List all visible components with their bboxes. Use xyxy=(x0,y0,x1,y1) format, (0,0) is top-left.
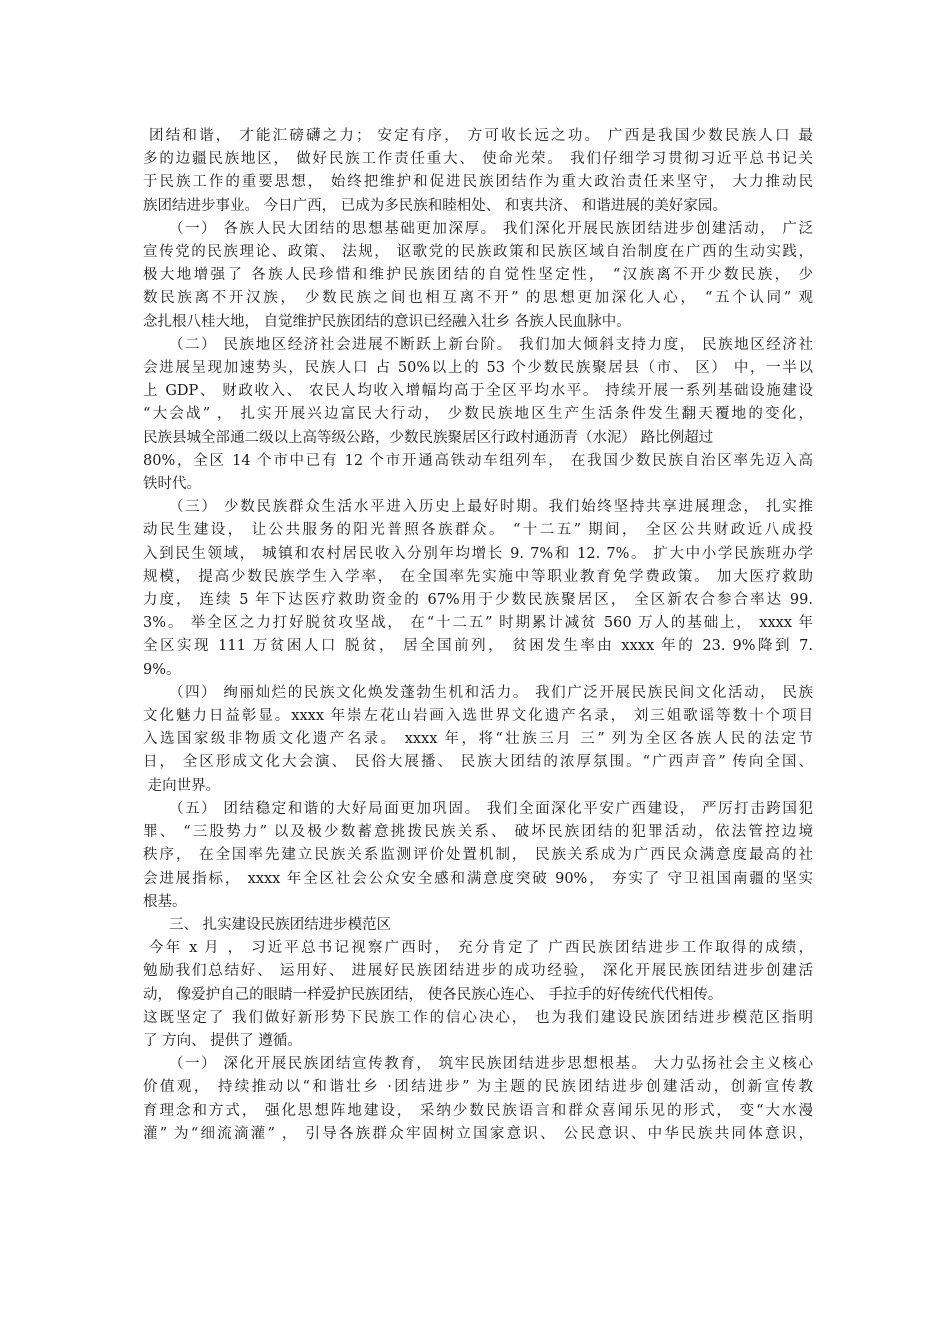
text-line: 动， 像爱护自己的眼睛一样爱护民族团结， 使各民族心连心、 手拉手的好传统代代相传。 xyxy=(143,986,723,1003)
text-line: 会进展指标， xxxx 年全区社会公众安全感和满意度突破 90%， 夯实了 守卫祖国南疆的坚实 xyxy=(143,870,813,887)
text-line: 于民族工作的重要思想， 始终把维护和促进民族团结作为重大政治责任来坚守， 大力推动民 xyxy=(143,174,813,191)
text-line: 上 GDP、 财政收入、 农民人均收入增幅均高于全区平均水平。 持续开展一系列基础设施建设 xyxy=(143,383,813,400)
paragraph-culture xyxy=(143,682,813,798)
paragraph-livelihood xyxy=(143,496,813,682)
text-line: 文化魅力日益彰显。xxxx 年崇左花山岩画入选世界文化遗产名录， 刘三姐歌谣等数十个项目 xyxy=(143,708,813,725)
text-line: 规模， 提高少数民族学生入学率， 在全国率先实施中等职业教育免学费政策。 加大医疗救助 xyxy=(143,568,813,585)
text-line: 宣传党的民族理论、政策、 法规， 讴歌党的民族政策和民族区域自治制度在广西的生动实践， xyxy=(143,244,813,261)
section-heading-text: 三、 扎实建设民族团结进步模范区 xyxy=(169,916,392,933)
text-line: 今年 x 月 ， 习近平总书记视察广西时， 充分肯定了 广西民族团结进步工作取得的成绩， xyxy=(149,940,813,957)
text-line: 全区实现 111 万贫困人口 脱贫， 居全国前列， 贫困发生率由 xxxx 年的 23. 9%降到 7. xyxy=(143,638,813,655)
paragraph-economy xyxy=(143,334,813,496)
text-line: 动民生建设， 让公共服务的阳光普照各族群众。 “十二五” 期间， 全区公共财政近八成投 xyxy=(143,522,813,539)
text-line: 走向世界。 xyxy=(143,777,221,794)
text-line: 育理念和方式， 强化思想阵地建设， 采纳少数民族语言和群众喜闻乐见的形式， 变“大水漫 xyxy=(143,1102,813,1119)
text-line: 力度， 连续 5 年下达医疗救助资金的 67%用于少数民族聚居区， 全区新农合参合率达 99. xyxy=(143,592,813,609)
text-line: 罪、 “三股势力” 以及极少数蓄意挑拨民族关系、 破坏民族团结的犯罪活动，依法管控边境 xyxy=(143,824,813,841)
text-line: 这既坚定了 我们做好新形势下民族工作的信心决心， 也为我们建设民族团结进步模范区指明 xyxy=(143,1009,813,1026)
text-line: 铁时代。 xyxy=(143,476,201,493)
text-line: 入到民生领域， 城镇和农村居民收入分别年均增长 9. 7%和 12. 7%。 扩大中小学民族班办学 xyxy=(143,545,813,562)
paragraph-inspection xyxy=(143,937,813,1053)
text-line: 了 方向、 提供了 遵循。 xyxy=(143,1032,302,1049)
text-line: 数民族离不开汉族， 少数民族之间也相互离不开” 的思想更加深化人心， “五个认同” 观 xyxy=(143,290,813,307)
text-line: （四） 绚丽灿烂的民族文化焕发蓬勃生机和活力。 我们广泛开展民族民间文化活动， 民族 xyxy=(169,684,813,701)
text-line: 日， 全区形成文化大会演、 民俗大展播、 民族大团结的浓厚氛围。“广西声音” 传向全国、 xyxy=(143,754,813,771)
text-line: “大会战” ， 扎实开展兴边富民大行动， 少数民族地区生产生活条件发生翻天覆地的变化， xyxy=(143,406,813,423)
text-line: 念扎根八桂大地， 自觉维护民族团结的意识已经融入壮乡 各族人民血脉中。 xyxy=(143,313,631,330)
text-line: 9%。 xyxy=(143,661,181,678)
paragraph-education xyxy=(143,1053,813,1146)
text-line: 勉励我们总结好、 运用好、 进展好民族团结进步的成功经验， 深化开展民族团结进步创建活 xyxy=(143,963,813,980)
text-line: 3%。 举全区之力打好脱贫攻坚战， 在“十二五” 时期累计减贫 560 万人的基础上， xxxx 年 xyxy=(143,615,813,632)
text-line: 团结和谐， 才能汇磅礴之力； 安定有序， 方可收长远之功。 广西是我国少数民族人口 最 xyxy=(149,128,813,144)
text-line: （五） 团结稳定和谐的大好局面更加巩固。 我们全面深化平安广西建设， 严厉打击跨国犯 xyxy=(169,800,813,817)
paragraph-stability xyxy=(143,798,813,914)
text-line: （一） 深化开展民族团结宣传教育， 筑牢民族团结进步思想根基。 大力弘扬社会主义核心 xyxy=(169,1056,813,1073)
text-line: 民族县城全部通二级以上高等级公路，少数民族聚居区行政村通沥青（水泥） 路比例超过 xyxy=(143,429,714,446)
text-line: （二） 民族地区经济社会进展不断跃上新台阶。 我们加大倾斜支持力度， 民族地区经济社 xyxy=(169,336,813,353)
paragraph-unity-foundation xyxy=(143,218,813,334)
text-line: 入选国家级非物质文化遗产名录。 xxxx 年，将“壮族三月 三” 列为全区各族人民的法定节 xyxy=(143,731,813,748)
text-line: 多的边疆民族地区， 做好民族工作责任重大、 使命光荣。 我们仔细学习贯彻习近平总书记关 xyxy=(143,151,813,168)
intro-paragraph xyxy=(143,125,813,218)
section-heading xyxy=(143,914,813,937)
text-line: 会进展呈现加速势头，民族人口 占 50%以上的 53 个少数民族聚居县（市、 区） 中，一半以 xyxy=(143,360,813,377)
document-page xyxy=(143,125,813,1146)
text-line: 80%，全区 14 个市中已有 12 个市开通高铁动车组列车， 在我国少数民族自治区率先迈入高 xyxy=(143,452,813,469)
text-line: 秩序， 在全国率先建立民族关系监测评价处置机制， 民族关系成为广西民众满意度最高的社 xyxy=(143,847,813,864)
text-line: 极大地增强了 各族人民珍惜和维护民族团结的自觉性坚定性， “汉族离不开少数民族， 少 xyxy=(143,267,813,284)
text-line: 价值观， 持续推动以“和谐壮乡 ·团结进步” 为主题的民族团结进步创建活动，创新宣传教 xyxy=(143,1079,813,1096)
text-line: （一） 各族人民大团结的思想基础更加深厚。 我们深化开展民族团结进步创建活动， 广泛 xyxy=(169,220,813,237)
text-line: 灌” 为“细流滴灌” ， 引导各族群众牢固树立国家意识、 公民意识、中华民族共同体意识， xyxy=(143,1125,813,1142)
text-line: 根基。 xyxy=(143,893,187,910)
text-line: 族团结进步事业。 今日广西， 已成为多民族和睦相处、 和衷共济、 和谐进展的美好家园。 xyxy=(143,197,727,214)
text-line: （三） 少数民族群众生活水平进入历史上最好时期。我们始终坚持共享进展理念， 扎实推 xyxy=(169,499,813,516)
